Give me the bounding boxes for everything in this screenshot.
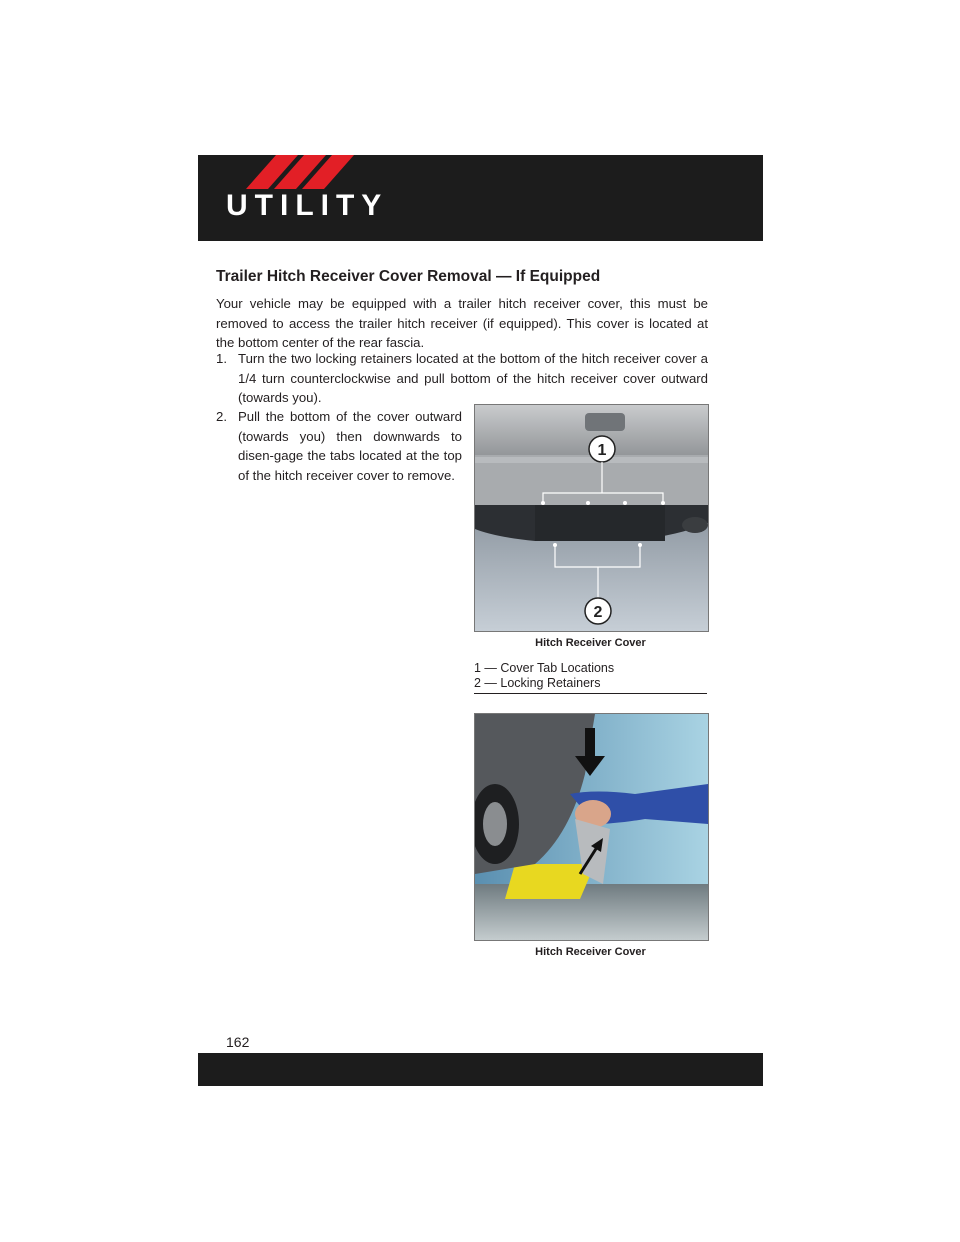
step-text: Pull the bottom of the cover outward (towards you) then downwards to disen-gage the tabs located at the top of the hitch receiver cover to remove. (238, 409, 462, 483)
step-2 (216, 407, 462, 485)
removal-illustration (475, 714, 708, 940)
figure-caption: Hitch Receiver Cover (535, 637, 646, 649)
chapter-title: UTILITY (226, 189, 389, 222)
callout-1: 1 (597, 442, 607, 459)
bumper-illustration (475, 405, 708, 631)
figure-legend (474, 661, 707, 694)
hitch-cover-removal-photo (474, 713, 709, 941)
step-1 (216, 349, 708, 408)
step-text: Turn the two locking retainers located at the bottom of the hitch receiver cover a 1/4 turn counterclockwise and pull bottom of the hitch receiver cover outward (towards you). (238, 351, 708, 405)
step-number: 1. (216, 351, 227, 366)
step-number: 2. (216, 409, 227, 424)
callout-2: 2 (593, 604, 603, 621)
figure-caption: Hitch Receiver Cover (535, 946, 646, 958)
legend-item: 1 — Cover Tab Locations (474, 661, 615, 675)
intro-paragraph: Your vehicle may be equipped with a trailer hitch receiver cover, this must be removed to access the trailer hitch receiver (if equipped). This cover is located at the bottom center of the rear fascia. (216, 296, 708, 350)
footer-bar (198, 1053, 763, 1086)
chapter-header (198, 155, 763, 241)
legend-item: 2 — Locking Retainers (474, 676, 601, 690)
page-number: 162 (226, 1034, 250, 1050)
hitch-cover-photo-callouts (474, 404, 709, 632)
section-title: Trailer Hitch Receiver Cover Removal — If Equipped (216, 268, 601, 285)
